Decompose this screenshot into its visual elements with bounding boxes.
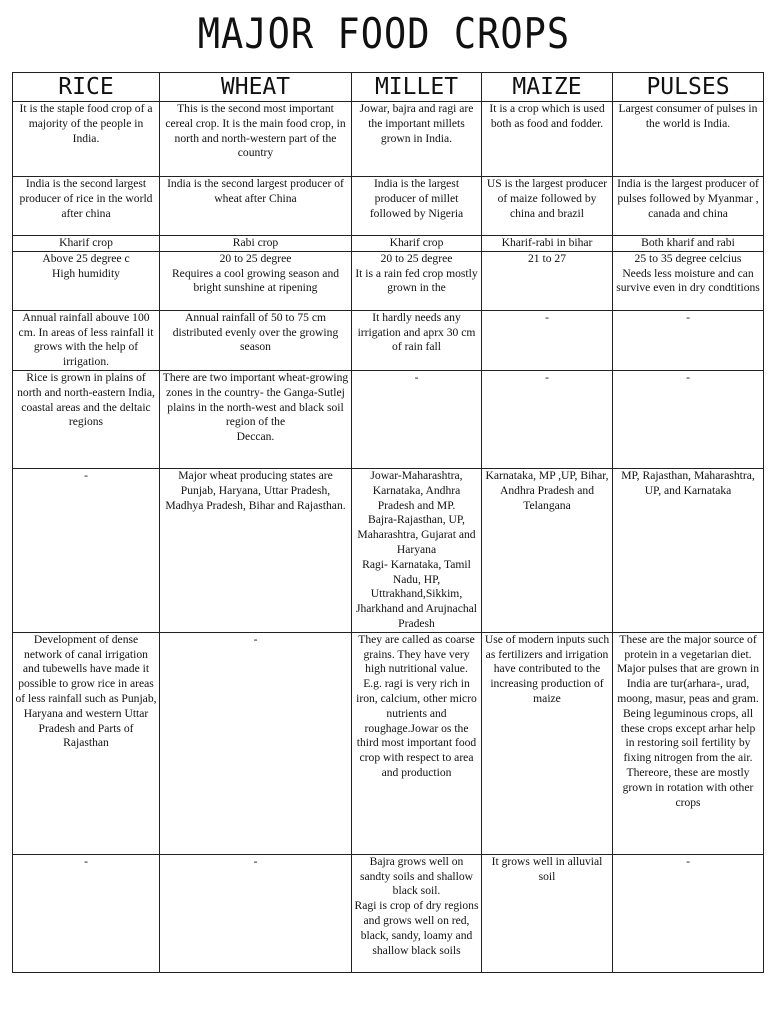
cell-wheat: There are two important wheat-growing zones in the country- the Ganga-Sutlej plains in the north-west and black soil region of the Deccan. xyxy=(160,370,352,468)
cell-wheat: Rabi crop xyxy=(160,236,352,252)
cell-maize: - xyxy=(482,310,613,370)
header-row xyxy=(13,73,764,102)
cell-wheat: - xyxy=(160,854,352,972)
cell-wheat: India is the second largest producer of wheat after China xyxy=(160,177,352,236)
cell-millet: Kharif crop xyxy=(352,236,482,252)
cell-maize: 21 to 27 xyxy=(482,251,613,310)
cell-maize: Use of modern inputs such as fertilizers and irrigation have contributed to the increasing production of maize xyxy=(482,632,613,854)
table-row xyxy=(13,370,764,468)
crops-table xyxy=(12,72,764,973)
cell-wheat: Annual rainfall of 50 to 75 cm distributed evenly over the growing season xyxy=(160,310,352,370)
cell-rice: India is the second largest producer of rice in the world after china xyxy=(13,177,160,236)
cell-maize: It is a crop which is used both as food and fodder. xyxy=(482,102,613,177)
table-row xyxy=(13,632,764,854)
cell-pulses: - xyxy=(613,370,764,468)
header-wheat: WHEAT xyxy=(160,73,352,102)
cell-rice: Annual rainfall abouve 100 cm. In areas of less rainfall it grows with the help of irrigation. xyxy=(13,310,160,370)
cell-maize: - xyxy=(482,370,613,468)
page-title: MAJOR FOOD CROPS xyxy=(197,10,571,59)
table-body xyxy=(13,102,764,973)
cell-maize: It grows well in alluvial soil xyxy=(482,854,613,972)
cell-wheat: Major wheat producing states are Punjab, Haryana, Uttar Pradesh, Madhya Pradesh, Bihar and Rajasthan. xyxy=(160,468,352,632)
table-row xyxy=(13,177,764,236)
cell-rice: Development of dense network of canal irrigation and tubewells have made it possible to grow rice in areas of less rainfall such as Punjab, Haryana and western Uttar Pradesh and Parts of Rajasthan xyxy=(13,632,160,854)
cell-pulses: India is the largest producer of pulses followed by Myanmar , canada and china xyxy=(613,177,764,236)
cell-maize: Karnataka, MP ,UP, Bihar, Andhra Pradesh and Telangana xyxy=(482,468,613,632)
cell-rice: Kharif crop xyxy=(13,236,160,252)
header-pulses: PULSES xyxy=(613,73,764,102)
table-row xyxy=(13,102,764,177)
header-maize: MAIZE xyxy=(482,73,613,102)
cell-pulses: These are the major source of protein in a vegetarian diet. Major pulses that are grown in India are tur(arhara-, urad, moong, masur, peas and gram. Being leguminous crops, all these crops except arhar help in restoring soil fertility by fixing nitrogen from the air. Thereore, these are mostly grown in rotation with other crops xyxy=(613,632,764,854)
cell-maize: US is the largest producer of maize followed by china and brazil xyxy=(482,177,613,236)
cell-millet: Bajra grows well on sandty soils and shallow black soil. Ragi is crop of dry regions and grows well on red, black, sandy, loamy and shallow black soils xyxy=(352,854,482,972)
cell-millet: Jowar, bajra and ragi are the important millets grown in India. xyxy=(352,102,482,177)
table-row xyxy=(13,854,764,972)
cell-millet: India is the largest producer of millet followed by Nigeria xyxy=(352,177,482,236)
header-rice: RICE xyxy=(13,73,160,102)
table-row xyxy=(13,251,764,310)
cell-pulses: Largest consumer of pulses in the world is India. xyxy=(613,102,764,177)
cell-pulses: MP, Rajasthan, Maharashtra, UP, and Karnataka xyxy=(613,468,764,632)
cell-millet: Jowar-Maharashtra, Karnataka, Andhra Pradesh and MP. Bajra-Rajasthan, UP, Maharashtra, Gujarat and Haryana Ragi- Karnataka, Tamil Nadu, HP, Uttrakhand,Sikkim, Jharkhand and Arujnachal Pradesh xyxy=(352,468,482,632)
table-row xyxy=(13,468,764,632)
cell-maize: Kharif-rabi in bihar xyxy=(482,236,613,252)
cell-millet: They are called as coarse grains. They have very high nutritional value. E.g. ragi is very rich in iron, calcium, other micro nutrients and roughage.Jowar os the third most important food crop with respect to area and production xyxy=(352,632,482,854)
header-millet: MILLET xyxy=(352,73,482,102)
cell-rice: It is the staple food crop of a majority of the people in India. xyxy=(13,102,160,177)
cell-millet: - xyxy=(352,370,482,468)
cell-rice: Above 25 degree c High humidity xyxy=(13,251,160,310)
cell-millet: 20 to 25 degree It is a rain fed crop mostly grown in the xyxy=(352,251,482,310)
cell-pulses: Both kharif and rabi xyxy=(613,236,764,252)
cell-pulses: - xyxy=(613,310,764,370)
cell-rice: Rice is grown in plains of north and north-eastern India, coastal areas and the deltaic regions xyxy=(13,370,160,468)
cell-wheat: This is the second most important cereal crop. It is the main food crop, in north and north-western part of the country xyxy=(160,102,352,177)
cell-pulses: - xyxy=(613,854,764,972)
cell-millet: It hardly needs any irrigation and aprx 30 cm of rain fall xyxy=(352,310,482,370)
cell-wheat: - xyxy=(160,632,352,854)
cell-wheat: 20 to 25 degree Requires a cool growing season and bright sunshine at ripening xyxy=(160,251,352,310)
table-row xyxy=(13,236,764,252)
cell-pulses: 25 to 35 degree celcius Needs less moisture and can survive even in dry condtitions xyxy=(613,251,764,310)
cell-rice: - xyxy=(13,854,160,972)
cell-rice: - xyxy=(13,468,160,632)
table-row xyxy=(13,310,764,370)
